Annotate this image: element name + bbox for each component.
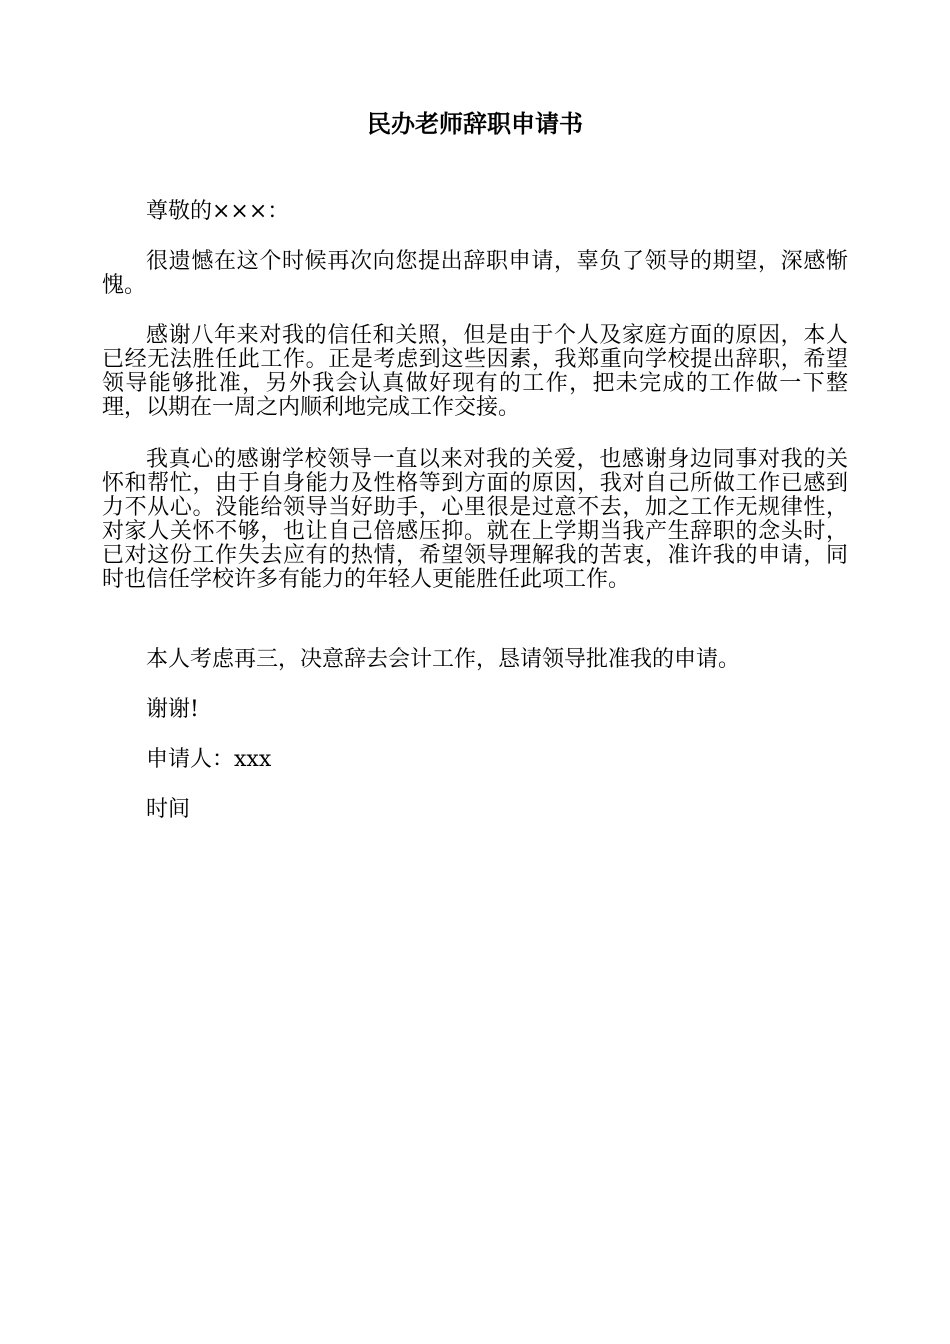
paragraph-2: 感谢八年来对我的信任和关照，但是由于个人及家庭方面的原因，本人已经无法胜任此工作。正是考虑到这些因素，我郑重向学校提出辞职，希望领导能够批准，另外我会认真做好现有的工作，把未完成的工作做一下整理，以期在一周之内顺利地完成工作交接。 <box>102 323 848 420</box>
paragraph-1: 很遗憾在这个时候再次向您提出辞职申请，辜负了领导的期望，深感惭愧。 <box>102 249 848 298</box>
applicant-line: 申请人：xxx <box>146 747 272 772</box>
document-title: 民办老师辞职申请书 <box>367 110 583 138</box>
date-line: 时间 <box>146 797 191 822</box>
paragraph-4: 本人考虑再三，决意辞去会计工作，恳请领导批准我的申请。 <box>146 647 741 672</box>
closing-thanks: 谢谢! <box>146 697 199 722</box>
salutation: 尊敬的×××： <box>146 199 290 224</box>
paragraph-3: 我真心的感谢学校领导一直以来对我的关爱，也感谢身边同事对我的关怀和帮忙，由于自身能力及性格等到方面的原因，我对自己所做工作已感到力不从心。没能给领导当好助手，心里很是过意不去，加之工作无规律性，对家人关怀不够，也让自己倍感压抑。就在上学期当我产生辞职的念头时，已对这份工作失去应有的热情，希望领导理解我的苦衷，准许我的申请，同时也信任学校许多有能力的年轻人更能胜任此项工作。 <box>102 447 848 592</box>
